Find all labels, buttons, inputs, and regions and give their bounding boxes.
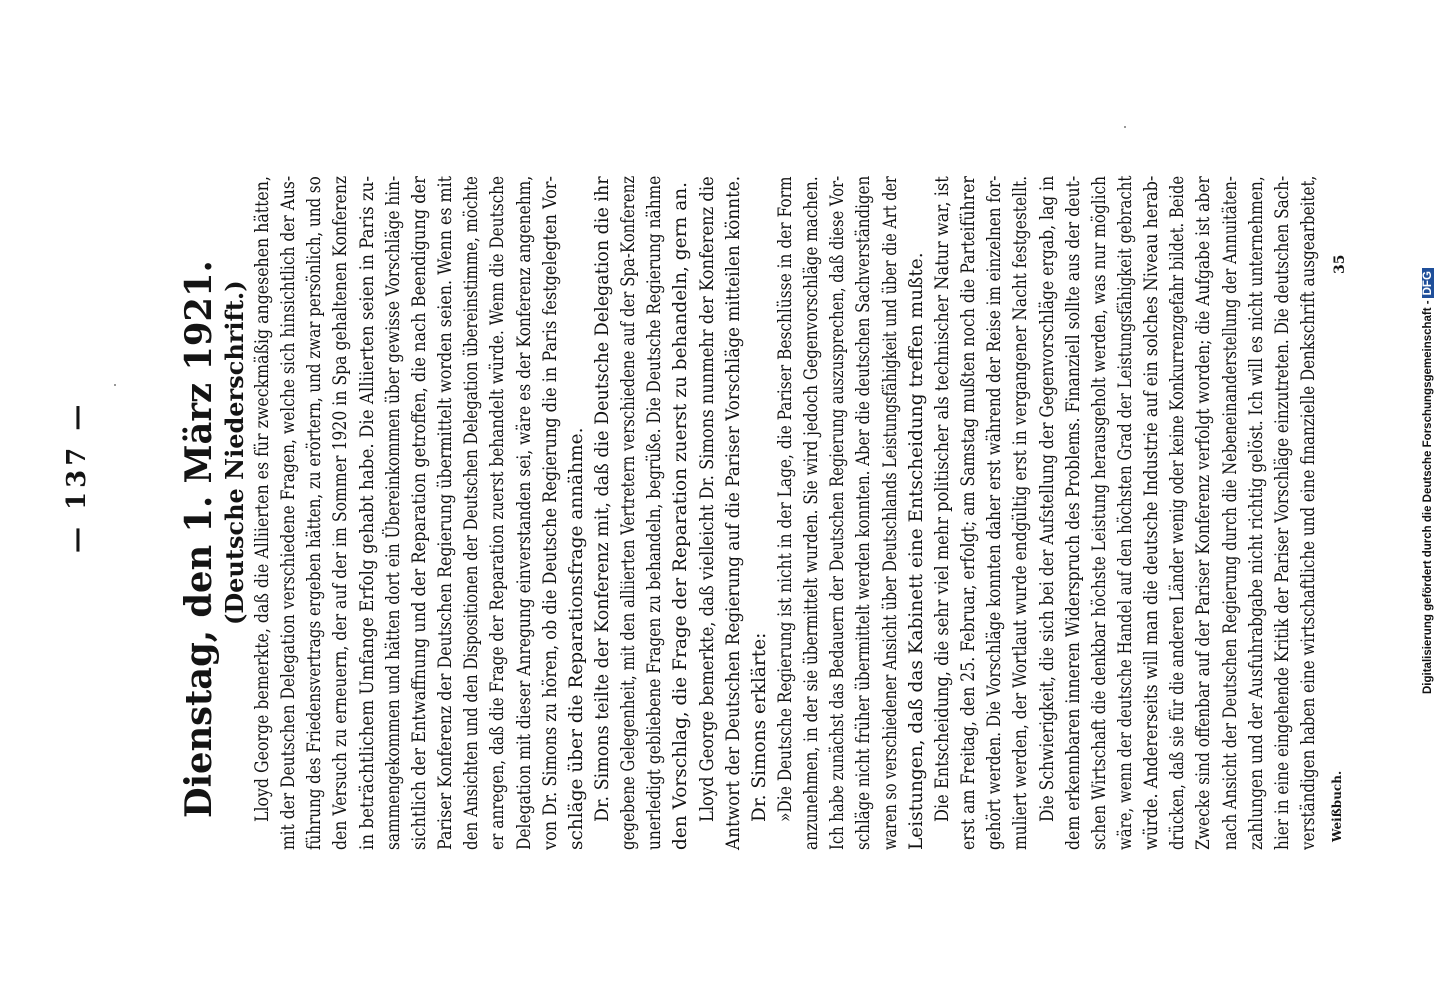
text-line: sichtlich der Entwaffnung und der Reparation getroffen, die nach Beendigung der — [408, 176, 430, 850]
text-line: Delegation mit dieser Anregung einverstanden sei, wäre es der Konferenz angenehm, — [513, 175, 535, 850]
text-line: gehört werden. Die Vorschläge konnten daher erst während der Reise im einzelnen for- — [984, 175, 1006, 850]
text-line: Lloyd George bemerkte, daß die Alliierten es für zweckmäßig angesehen hätten, — [252, 176, 273, 822]
text-line: hier in eine eingehende Kritik der Pariser Vorschläge einzutreten. Die deutschen Sach- — [1271, 175, 1293, 851]
text-line: Leistungen, daß das Kabinett eine Entscheidung treffen mußte. — [905, 252, 927, 850]
text-line: Dr. Simons teilte der Konferenz mit, daß die Deutsche Delegation die ihr — [592, 176, 613, 822]
text-line: mit der Deutschen Delegation verschiedene Fragen, welche sich hinsichtlich der Aus- — [278, 175, 300, 851]
text-line: Lloyd George bemerkte, daß vielleicht Dr. Simons nunmehr der Konferenz die — [696, 176, 718, 823]
text-line: Antwort der Deutschen Regierung auf die Pariser Vorschläge mitteilen könnte. — [722, 175, 744, 851]
footer-signature: Weißbuch. — [1330, 770, 1344, 842]
text-line: Die Entscheidung, die sehr viel mehr politischer als technischer Natur war, ist — [931, 176, 953, 823]
text-line: würde. Andererseits will man die deutsche Industrie auf ein solches Niveau herab- — [1141, 175, 1163, 850]
dfg-logo: DFG — [1422, 268, 1434, 298]
text-line: Die Schwierigkeit, die sich bei der Aufstellung der Gegenvorschläge ergab, lag in — [1036, 175, 1058, 822]
text-line: muliert werden, der Wortlaut wurde endgültig erst in vergangener Nacht festgestellt. — [1010, 175, 1032, 850]
text-line: gegebene Gelegenheit, mit den alliierten Vertretern verschiedene auf der Spa-Konferenz — [618, 175, 640, 850]
text-line: verständigen haben eine wirtschaftliche und eine finanzielle Denkschrift ausgearbeitet, — [1298, 175, 1319, 851]
text-line: »Die Deutsche Regierung ist nicht in der Lage, die Pariser Beschlüsse in der Form — [775, 176, 796, 822]
text-line: nach Ansicht der Deutschen Regierung durch die Nebeneinanderstellung der Annuitäten- — [1219, 176, 1241, 850]
text-line: in beträchtlichem Umfange Erfolg gehabt habe. Die Alliierten seien in Paris zu- — [356, 175, 378, 850]
text-line: Ich habe zunächst das Bedauern der Deutschen Regierung auszusprechen, daß diese Vor- — [827, 175, 849, 851]
text-line: den Vorschlag, die Frage der Reparation zuerst zu behandeln, gern an. — [670, 181, 692, 850]
text-line: den Versuch zu erneuern, der auf der im Sommer 1920 in Spa gehaltenen Konferenz — [330, 175, 352, 851]
text-line: führung des Friedensvertrags ergeben hätten, zu erörtern, und zwar persönlich, und so — [304, 176, 326, 850]
text-line: Dr. Simons erklärte: — [748, 632, 770, 822]
text-line: wäre, wenn der deutsche Handel auf den höchsten Grad der Leistungsfähigkeit gebracht — [1114, 175, 1136, 850]
text-line: Pariser Konferenz der Deutschen Regierung übermittelt worden seien. Wenn es mit — [435, 175, 456, 851]
text-line: unerledigt gebliebene Fragen zu behandeln, begrüße. Die Deutsche Regierung nähme — [644, 175, 666, 850]
page-title: Dienstag, den 1. März 1921. — [178, 260, 220, 818]
text-line: waren so verschiedener Ansicht über Deutschlands Leistungsfähigkeit und über die Art der — [879, 176, 901, 850]
text-line: erst am Freitag, den 25. Februar, erfolgt; am Samstag mußten noch die Parteiführer — [958, 176, 979, 851]
text-line: schen Wirtschaft die denkbar höchste Leistung herausgeholt werden, was nur möglich — [1088, 176, 1110, 850]
page-number: — 137 — — [62, 400, 92, 553]
text-line: schläge nicht früher übermittelt werden konnten. Aber die deutschen Sachverständigen — [853, 175, 875, 850]
text-line: zahlungen und der Ausfuhrabgabe nicht richtig gelöst. Ich will es nicht unternehmen, — [1245, 176, 1267, 850]
text-line: sammengekommen und hätten dort ein Übereinkommen über gewisse Vorschläge hin- — [382, 175, 404, 851]
text-line: drücken, daß sie für die anderen Länder wenig oder keine Konkurrenzgefahr bildet. Beide — [1167, 175, 1189, 851]
section-subtitle: (Deutsche Niederschrift.) — [220, 280, 249, 625]
text-line: Zwecke sind offenbar auf der Pariser Konferenz verfolgt worden; die Aufgabe ist aber — [1193, 176, 1215, 851]
text-line: den Ansichten und den Dispositionen der Deutschen Delegation übereinstimme, möchte — [461, 176, 483, 851]
folio-number: 35 — [1332, 254, 1348, 274]
text-line: dem erkennbaren inneren Widerspruch des Problems. Finanziell sollte aus der deut- — [1062, 175, 1084, 850]
text-line: anzunehmen, in der sie übermittelt wurden. Sie wird jedoch Gegenvorschläge machen. — [801, 176, 823, 850]
scan-speck — [114, 384, 116, 386]
credit-text: Digitalisierung gefördert durch die Deutsche Forschungsgemeinschaft - — [1422, 300, 1434, 694]
text-line: schläge über die Reparationsfrage annähme. — [565, 427, 587, 850]
text-line: von Dr. Simons zu hören, ob die Deutsche Regierung die in Paris festgelegten Vor- — [539, 176, 561, 850]
digitization-credit — [1422, 268, 1434, 694]
scan-speck — [1124, 126, 1126, 128]
text-line: er anregen, daß die Frage der Reparation zuerst behandelt würde. Wenn die Deutsche — [487, 175, 509, 850]
